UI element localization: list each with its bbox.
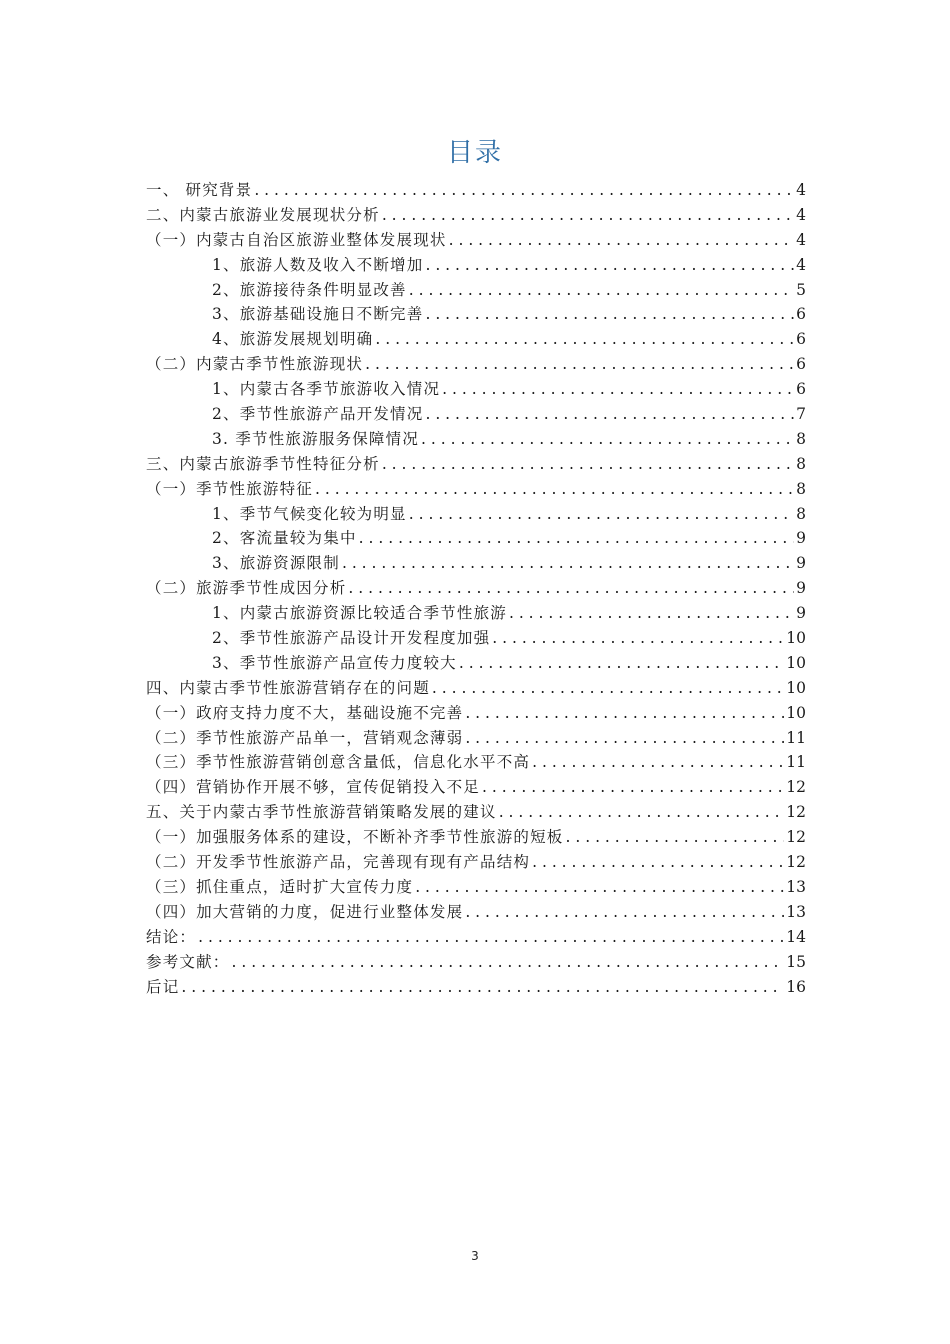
- toc-leader-dots: [465, 900, 784, 925]
- toc-entry[interactable]: [146, 402, 806, 427]
- toc-entry-page: 6: [796, 380, 806, 399]
- toc-entry[interactable]: [146, 800, 806, 825]
- toc-entry[interactable]: [146, 477, 806, 502]
- toc-leader-dots: [532, 850, 784, 875]
- toc-leader-dots: [181, 975, 784, 1000]
- toc-entry-page: 12: [786, 828, 806, 847]
- toc-entry[interactable]: [146, 950, 806, 975]
- toc-entry-label: （三）季节性旅游营销创意含量低，信息化水平不高: [146, 753, 531, 772]
- toc-leader-dots: [415, 875, 784, 900]
- toc-leader-dots: [432, 676, 784, 701]
- toc-entry-page: 7: [796, 405, 806, 424]
- toc-entry-label: （一）政府支持力度不大，基础设施不完善: [146, 703, 464, 722]
- toc-entry-label: 四、内蒙古季节性旅游营销存在的问题: [146, 678, 430, 697]
- toc-entry-label: 2、季节性旅游产品设计开发程度加强: [212, 629, 491, 648]
- toc-leader-dots: [232, 950, 785, 975]
- toc-entry-page: 12: [786, 778, 806, 797]
- toc-entry-label: 3、旅游基础设施日不断完善: [212, 305, 424, 324]
- toc-entry-page: 16: [786, 977, 806, 996]
- toc-entry-page: 14: [786, 927, 806, 946]
- toc-leader-dots: [532, 750, 784, 775]
- toc-entry[interactable]: [146, 327, 806, 352]
- toc-leader-dots: [449, 228, 795, 253]
- toc-entry-label: （二）旅游季节性成因分析: [146, 579, 347, 598]
- toc-entry-label: 参考文献：: [146, 952, 230, 971]
- toc-entry-label: 2、季节性旅游产品开发情况: [212, 405, 424, 424]
- toc-entry[interactable]: [146, 701, 806, 726]
- toc-leader-dots: [482, 775, 784, 800]
- toc-entry[interactable]: [146, 676, 806, 701]
- toc-leader-dots: [382, 452, 794, 477]
- toc-entry[interactable]: [146, 551, 806, 576]
- toc-entry-page: 6: [796, 355, 806, 374]
- toc-entry-label: 1、旅游人数及收入不断增加: [212, 255, 424, 274]
- toc-entry-page: 6: [796, 305, 806, 324]
- toc-entry-page: 8: [796, 454, 806, 473]
- toc-entry[interactable]: [146, 502, 806, 527]
- toc-entry-page: 12: [786, 803, 806, 822]
- toc-entry-page: 13: [786, 877, 806, 896]
- toc-entry-label: （三）抓住重点，适时扩大宣传力度: [146, 877, 414, 896]
- toc-entry-label: （二）内蒙古季节性旅游现状: [146, 355, 364, 374]
- toc-leader-dots: [425, 402, 794, 427]
- toc-leader-dots: [421, 427, 794, 452]
- toc-entry-label: 结论：: [146, 927, 197, 946]
- toc-entry-label: （二）开发季节性旅游产品，完善现有现有产品结构: [146, 853, 531, 872]
- toc-leader-dots: [566, 825, 785, 850]
- toc-entry[interactable]: [146, 726, 806, 751]
- toc-entry[interactable]: [146, 875, 806, 900]
- toc-entry[interactable]: [146, 775, 806, 800]
- toc-entry-label: 2、客流量较为集中: [212, 529, 357, 548]
- toc-entry[interactable]: [146, 253, 806, 278]
- toc-entry[interactable]: [146, 850, 806, 875]
- table-of-contents: [146, 178, 806, 999]
- toc-entry-label: 1、内蒙古旅游资源比较适合季节性旅游: [212, 604, 507, 623]
- toc-entry-label: 3、旅游资源限制: [212, 554, 340, 573]
- toc-entry-page: 8: [796, 479, 806, 498]
- toc-entry-page: 9: [796, 604, 806, 623]
- toc-entry[interactable]: [146, 626, 806, 651]
- toc-entry-page: 12: [786, 853, 806, 872]
- toc-leader-dots: [375, 327, 794, 352]
- toc-entry[interactable]: [146, 526, 806, 551]
- toc-entry-label: 3. 季节性旅游服务保障情况: [212, 429, 420, 448]
- toc-entry-page: 8: [796, 504, 806, 523]
- toc-leader-dots: [365, 352, 794, 377]
- toc-entry-label: （二）季节性旅游产品单一，营销观念薄弱: [146, 728, 464, 747]
- toc-leader-dots: [509, 601, 794, 626]
- toc-leader-dots: [499, 800, 785, 825]
- toc-entry-page: 10: [786, 629, 806, 648]
- toc-entry[interactable]: [146, 750, 806, 775]
- toc-entry[interactable]: [146, 651, 806, 676]
- toc-entry-label: 1、季节气候变化较为明显: [212, 504, 407, 523]
- toc-entry-page: 9: [796, 529, 806, 548]
- toc-entry-page: 4: [796, 230, 806, 249]
- toc-entry[interactable]: [146, 228, 806, 253]
- toc-entry-page: 4: [796, 255, 806, 274]
- toc-leader-dots: [359, 526, 794, 551]
- toc-entry-page: 6: [796, 330, 806, 349]
- toc-entry-label: 一、 研究背景: [146, 181, 253, 199]
- toc-entry[interactable]: [146, 302, 806, 327]
- toc-entry[interactable]: [146, 427, 806, 452]
- toc-entry-page: 5: [796, 280, 806, 299]
- toc-entry-label: 五、关于内蒙古季节性旅游营销策略发展的建议: [146, 803, 497, 822]
- toc-entry-label: 二、内蒙古旅游业发展现状分析: [146, 205, 380, 224]
- toc-leader-dots: [492, 626, 784, 651]
- toc-leader-dots: [425, 302, 794, 327]
- toc-leader-dots: [198, 925, 784, 950]
- toc-entry-label: （一）加强服务体系的建设，不断补齐季节性旅游的短板: [146, 828, 564, 847]
- toc-entry-page: 13: [786, 902, 806, 921]
- toc-entry[interactable]: [146, 601, 806, 626]
- toc-entry[interactable]: [146, 352, 806, 377]
- toc-leader-dots: [425, 253, 794, 278]
- toc-entry-page: 10: [786, 703, 806, 722]
- toc-entry[interactable]: [146, 825, 806, 850]
- toc-leader-dots: [348, 576, 794, 601]
- toc-entry-label: （一）季节性旅游特征: [146, 479, 314, 498]
- toc-entry[interactable]: [146, 452, 806, 477]
- toc-entry-page: 4: [796, 181, 806, 199]
- toc-entry-page: 10: [786, 653, 806, 672]
- toc-entry-label: （一）内蒙古自治区旅游业整体发展现状: [146, 230, 447, 249]
- toc-entry[interactable]: [146, 203, 806, 228]
- toc-entry-page: 9: [796, 554, 806, 573]
- toc-leader-dots: [382, 203, 794, 228]
- toc-entry-page: 11: [786, 728, 806, 747]
- toc-entry[interactable]: [146, 900, 806, 925]
- toc-entry-page: 8: [796, 429, 806, 448]
- toc-leader-dots: [459, 651, 784, 676]
- toc-leader-dots: [409, 502, 794, 527]
- toc-entry[interactable]: [146, 925, 806, 950]
- toc-entry[interactable]: [146, 278, 806, 303]
- toc-title: 目录: [446, 138, 503, 168]
- toc-entry-label: 2、旅游接待条件明显改善: [212, 280, 407, 299]
- toc-entry-label: 后记: [146, 977, 180, 996]
- toc-leader-dots: [254, 178, 794, 203]
- toc-entry[interactable]: [146, 576, 806, 601]
- toc-entry[interactable]: [146, 178, 806, 203]
- toc-entry-label: （四）营销协作开展不够，宣传促销投入不足: [146, 778, 481, 797]
- toc-entry-label: （四）加大营销的力度，促进行业整体发展: [146, 902, 464, 921]
- toc-entry-label: 4、旅游发展规划明确: [212, 330, 374, 349]
- toc-entry-page: 11: [786, 753, 806, 772]
- toc-entry[interactable]: [146, 975, 806, 1000]
- toc-entry-label: 1、内蒙古各季节旅游收入情况: [212, 380, 441, 399]
- toc-leader-dots: [465, 726, 784, 751]
- toc-leader-dots: [465, 701, 784, 726]
- toc-leader-dots: [409, 278, 794, 303]
- toc-leader-dots: [442, 377, 794, 402]
- toc-leader-dots: [342, 551, 794, 576]
- toc-entry-page: 15: [786, 952, 806, 971]
- toc-entry-page: 4: [796, 205, 806, 224]
- toc-leader-dots: [315, 477, 794, 502]
- page-number: 3: [471, 1249, 479, 1263]
- toc-entry[interactable]: [146, 377, 806, 402]
- toc-entry-label: 三、内蒙古旅游季节性特征分析: [146, 454, 380, 473]
- toc-entry-page: 10: [786, 678, 806, 697]
- toc-entry-label: 3、季节性旅游产品宣传力度较大: [212, 653, 457, 672]
- toc-entry-page: 9: [796, 579, 806, 598]
